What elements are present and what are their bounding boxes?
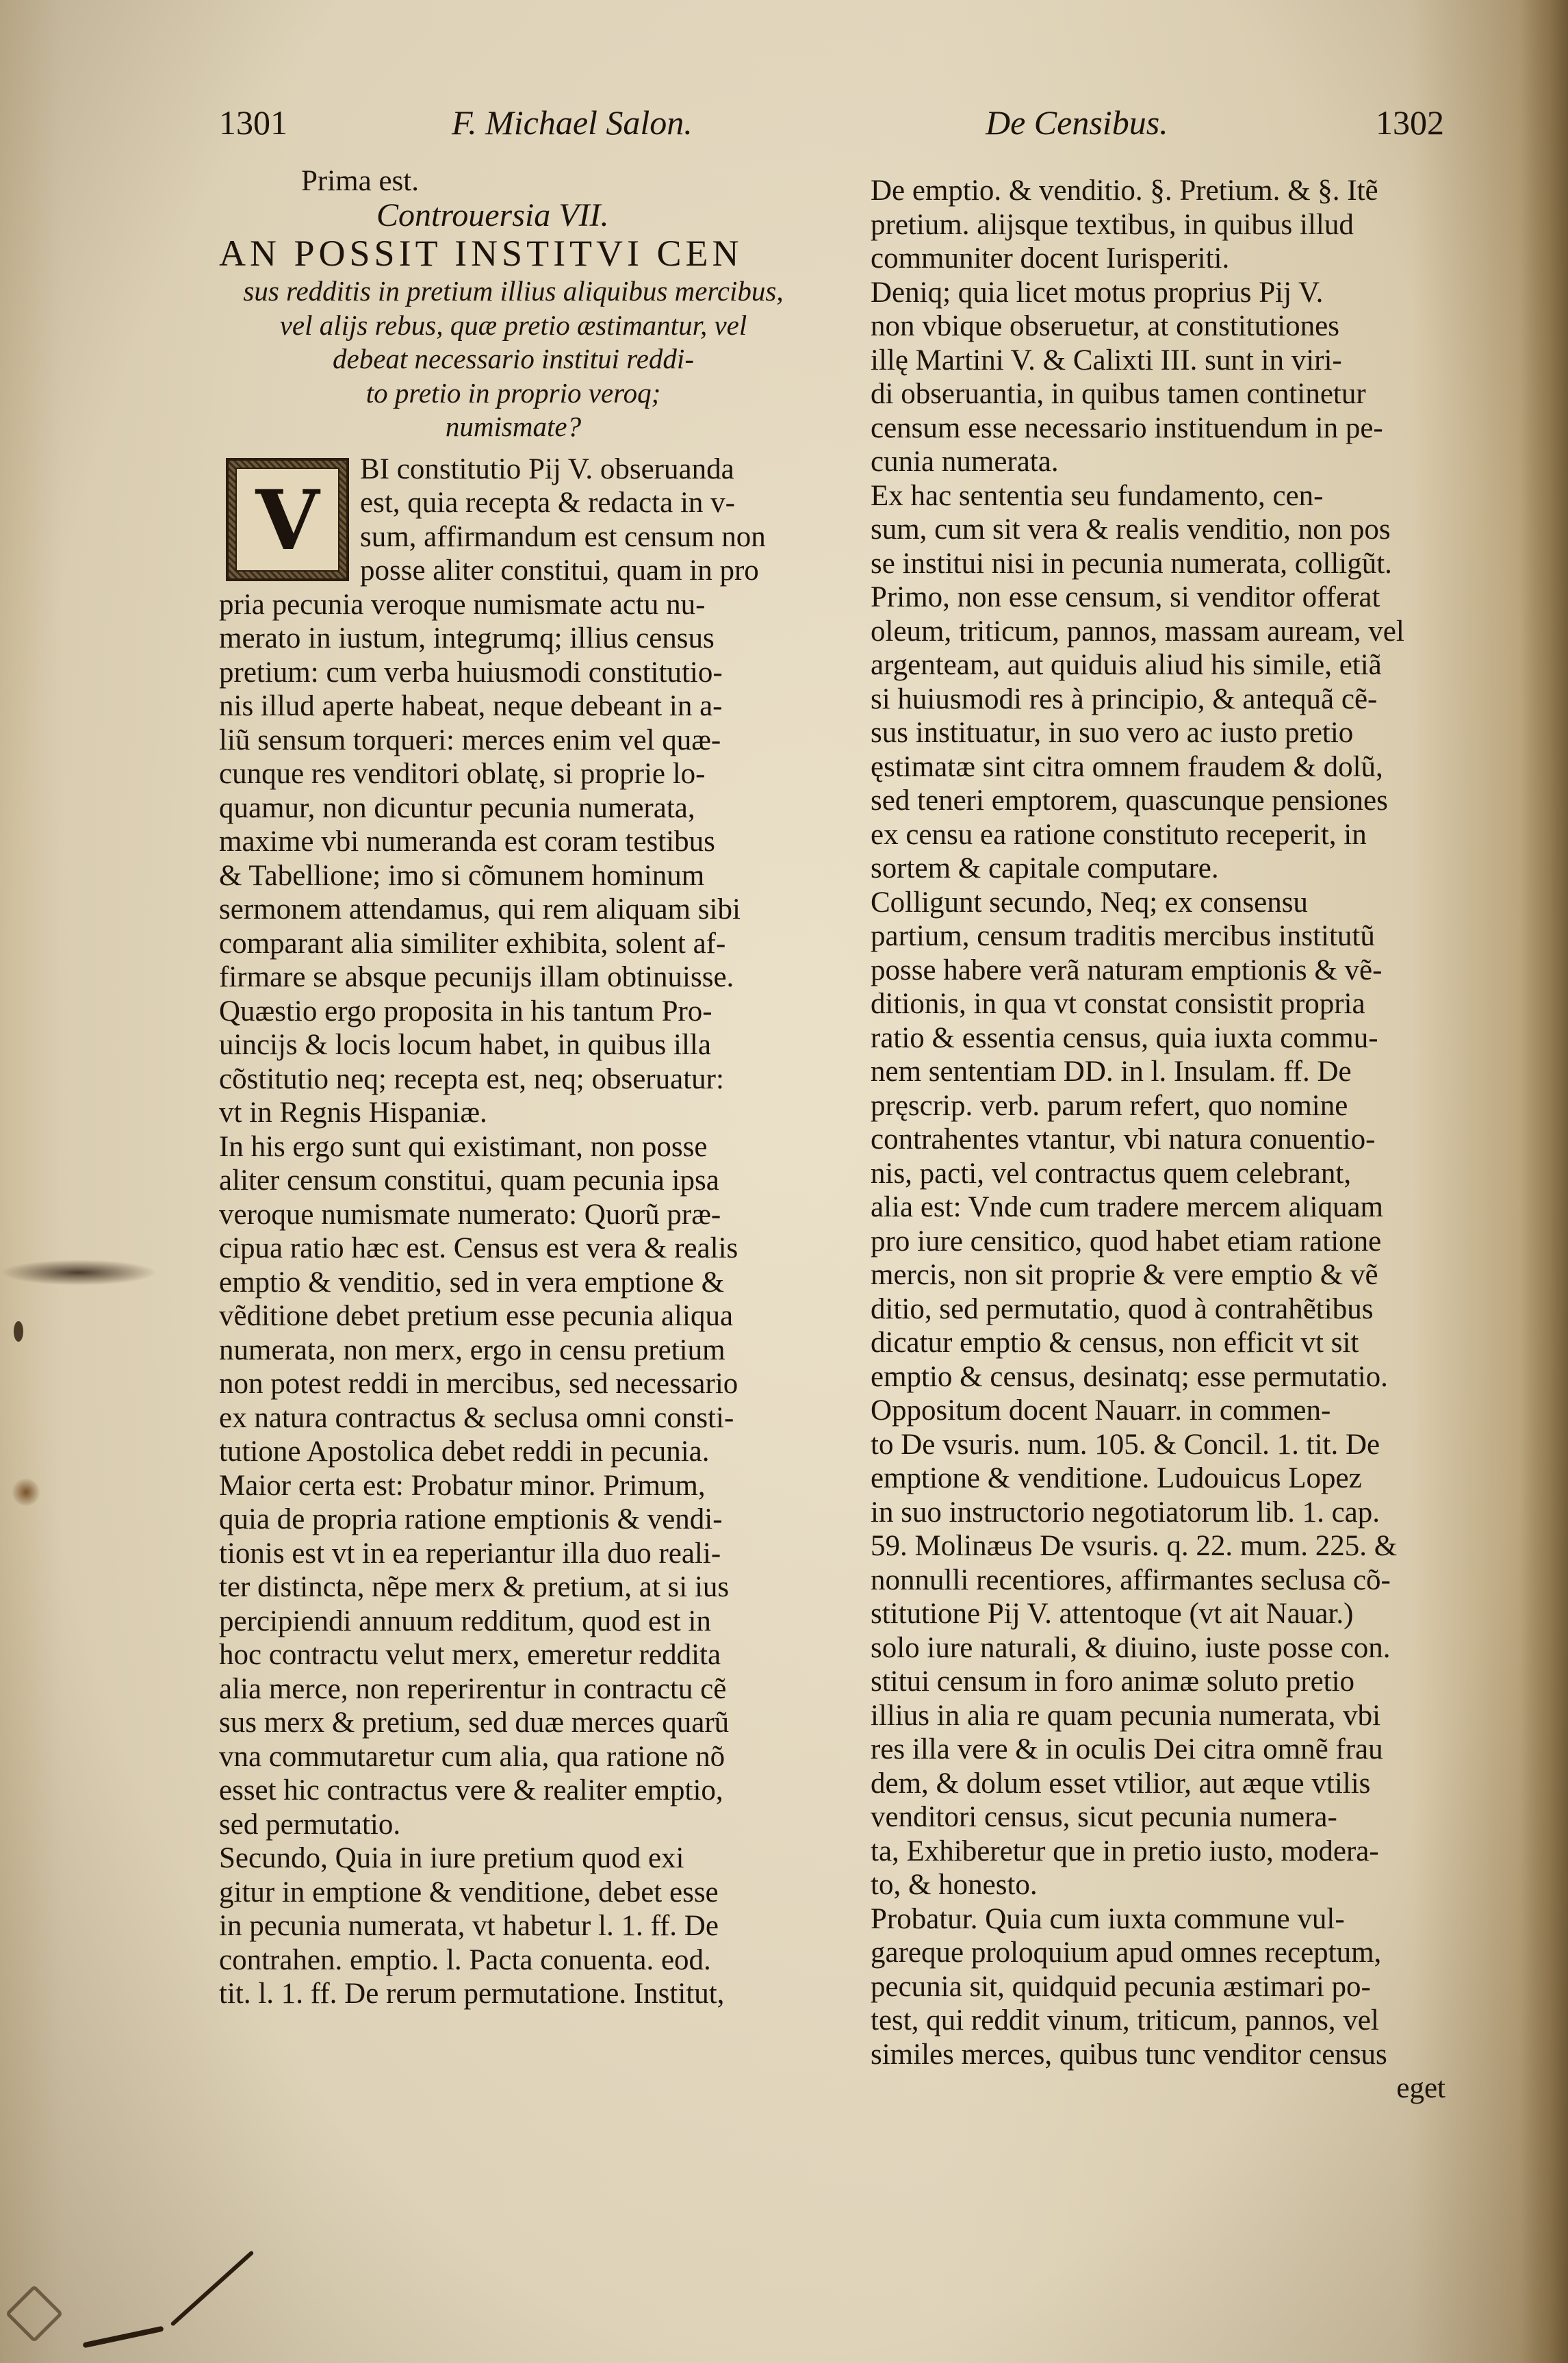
initial-letter: V: [235, 468, 339, 572]
text-line: Probatur. Quia cum iuxta commune vul-: [871, 1902, 1345, 1935]
controversia-heading: Controuersia VII.: [376, 196, 609, 233]
text-line: percipiendi annuum redditum, quod est in: [219, 1605, 711, 1637]
heading-line: numismate?: [445, 411, 582, 442]
text-line: solo iure naturali, & diuino, iuste posse con.: [871, 1631, 1391, 1664]
text-line: cõstitutio neq; recepta est, neq; obseruatur:: [219, 1062, 724, 1095]
text-line: cunque res venditori oblatę, si proprie lo-: [219, 758, 706, 790]
text-line: pecunia sit, quidquid pecunia æstimari po-: [871, 1970, 1371, 2003]
heading-line: vel alijs rebus, quæ pretio æstimantur, vel: [279, 309, 747, 341]
text-line: similes merces, quibus tunc venditor census: [871, 2038, 1387, 2071]
text-line: pręscrip. verb. parum refert, quo nomine: [871, 1089, 1348, 1122]
dropcap-paragraph: [219, 452, 808, 588]
text-line: nis, pacti, vel contractus quem celebrant,: [871, 1157, 1352, 1190]
pen-stroke: [170, 2250, 255, 2327]
text-line: comparant alia similiter exhibita, solent af-: [219, 927, 726, 960]
text-line: quamur, non dicuntur pecunia numerata,: [219, 791, 695, 824]
text-line: to, & honesto.: [871, 1869, 1038, 1901]
prima-label: Prima est.: [301, 165, 419, 197]
text-line: gitur in emptione & venditione, debet esse: [219, 1876, 719, 1908]
text-line: sus merx & pretium, sed duæ merces quarũ: [219, 1707, 730, 1739]
text-line: emptio & venditio, sed in vera emptione &: [219, 1266, 725, 1299]
text-line: alia merce, non reperirentur in contractu cẽ: [219, 1672, 727, 1705]
text-line: se institui nisi in pecunia numerata, colligũt.: [871, 547, 1392, 580]
page-edge-shadow: [1520, 0, 1568, 2363]
heading-line: sus redditis in pretium illius aliquibus mercibus,: [243, 275, 784, 307]
text-line: nis illud aperte habeat, neque debeant in a-: [219, 690, 723, 722]
text-line: pretium. alijsque textibus, in quibus illud: [871, 208, 1354, 241]
text-line: Maior certa est: Probatur minor. Primum,: [219, 1469, 706, 1502]
text-line: tit. l. 1. ff. De rerum permutatione. Institut,: [219, 1978, 725, 2010]
text-line: De emptio. & venditio. §. Pretium. & §. Itẽ: [871, 175, 1378, 207]
running-header: [219, 103, 1444, 151]
text-line: partium, censum traditis mercibus institutũ: [871, 920, 1375, 952]
text-line: oleum, triticum, pannos, massam auream, vel: [871, 615, 1404, 648]
text-line: hoc contractu velut merx, emeretur reddita: [219, 1639, 721, 1671]
text-line: dicatur emptio & census, non efficit vt sit: [871, 1327, 1359, 1359]
ink-stain: [14, 1321, 23, 1342]
text-line: illius in alia re quam pecunia numerata, vbi: [871, 1699, 1381, 1732]
left-column: [219, 164, 808, 2011]
text-line: in suo instructorio negotiatorum lib. 1. cap.: [871, 1496, 1380, 1529]
text-line: uincijs & locis locum habet, in quibus illa: [219, 1029, 711, 1061]
text-line: sum, cum sit vera & realis venditio, non pos: [871, 513, 1391, 546]
running-author: F. Michael Salon.: [452, 103, 693, 142]
text-line: Oppositum docent Nauarr. in commen-: [871, 1394, 1331, 1427]
catchword: eget: [1396, 2072, 1445, 2104]
text-line: alia est: Vnde cum tradere mercem aliquam: [871, 1191, 1383, 1223]
text-line: firmare se absque pecunijs illam obtinuisse.: [219, 961, 734, 993]
text-line: BI constitutio Pij V. obseruanda: [360, 452, 734, 485]
text-line: contrahen. emptio. l. Pacta conuenta. eod.: [219, 1943, 711, 1976]
right-body-text: [871, 174, 1445, 2071]
text-line: ditio, sed permutatio, quod à contrahẽtibus: [871, 1292, 1374, 1325]
text-line: Colligunt secundo, Neq; ex consensu: [871, 886, 1308, 919]
text-line: & Tabellione; imo si cõmunem hominum: [219, 859, 705, 892]
text-line: dem, & dolum esset vtilior, aut æque vtilis: [871, 1767, 1371, 1800]
text-line: emptione & venditione. Ludouicus Lopez: [871, 1462, 1362, 1494]
running-title: De Censibus.: [986, 103, 1168, 142]
text-line: liũ sensum torqueri: merces enim vel quæ-: [219, 724, 721, 756]
text-line: cipua ratio hæc est. Census est vera & realis: [219, 1232, 738, 1264]
text-line: esset hic contractus vere & realiter emptio,: [219, 1774, 723, 1806]
text-line: tionis est vt in ea reperiantur illa duo reali-: [219, 1537, 721, 1570]
decorated-initial: [226, 458, 349, 581]
text-line: non potest reddi in mercibus, sed necessario: [219, 1368, 738, 1400]
text-line: vna commutaretur cum alia, qua ratione nõ: [219, 1740, 725, 1773]
question-heading-italic: [219, 274, 808, 444]
text-line: Primo, non esse censum, si venditor offerat: [871, 581, 1380, 613]
text-line: nem sententiam DD. in l. Insulam. ff. De: [871, 1056, 1352, 1088]
right-column: [871, 174, 1445, 2106]
text-line: est, quia recepta & redacta in v-: [360, 487, 735, 519]
text-line: communiter docent Iurisperiti.: [871, 242, 1230, 274]
text-line: In his ergo sunt qui existimant, non posse: [219, 1130, 708, 1163]
text-line: Deniq; quia licet motus proprius Pij V.: [871, 276, 1324, 309]
text-line: Ex hac sententia seu fundamento, cen-: [871, 479, 1324, 512]
text-line: pro iure censitico, quod habet etiam ratione: [871, 1225, 1382, 1257]
text-line: vẽditione debet pretium esse pecunia aliqua: [219, 1300, 734, 1332]
text-line: 59. Molinæus De vsuris. q. 22. mum. 225. &: [871, 1530, 1398, 1562]
text-line: ratio & essentia census, quia iuxta commu-: [871, 1021, 1378, 1054]
text-line: sed teneri emptorem, quascunque pensiones: [871, 784, 1388, 817]
text-line: sed permutatio.: [219, 1808, 401, 1841]
text-line: illę Martini V. & Calixti III. sunt in viri-: [871, 344, 1342, 376]
text-line: stitutione Pij V. attentoque (vt ait Nauar.): [871, 1598, 1354, 1630]
text-line: pria pecunia veroque numismate actu nu-: [219, 588, 706, 621]
text-line: non vbique obseruetur, at constitutiones: [871, 310, 1339, 342]
text-line: Quæstio ergo proposita in his tantum Pro-: [219, 995, 712, 1027]
right-page-number: 1302: [1376, 103, 1444, 142]
text-line: sum, affirmandum est censum non: [360, 520, 766, 553]
text-line: in pecunia numerata, vt habetur l. 1. ff. De: [219, 1910, 719, 1942]
text-line: ta, Exhiberetur que in pretio iusto, modera-: [871, 1835, 1379, 1867]
text-line: tutione Apostolica debet reddi in pecunia.: [219, 1435, 710, 1468]
text-line: veroque numismate numerato: Quorũ præ-: [219, 1198, 721, 1231]
pen-stroke: [82, 2326, 164, 2349]
text-line: ex natura contractus & seclusa omni consti-: [219, 1401, 734, 1434]
text-line: venditori census, sicut pecunia numera-: [871, 1801, 1337, 1833]
text-line: sermonem attendamus, qui rem aliquam sibi: [219, 893, 741, 925]
text-line: to De vsuris. num. 105. & Concil. 1. tit. De: [871, 1428, 1380, 1461]
text-line: pretium: cum verba huiusmodi constitutio-: [219, 656, 723, 689]
text-line: di obseruantia, in quibus tamen continetur: [871, 378, 1366, 410]
text-line: ęstimatæ sint citra omnem fraudem & dolũ,: [871, 750, 1383, 783]
text-line: res illa vere & in oculis Dei citra omnẽ frau: [871, 1733, 1383, 1765]
text-line: merato in iustum, integrumq; illius census: [219, 622, 715, 654]
text-line: sortem & capitale computare.: [871, 852, 1219, 884]
ink-stain: [12, 1479, 40, 1506]
text-line: vt in Regnis Hispaniæ.: [219, 1097, 487, 1129]
text-line: Secundo, Quia in iure pretium quod exi: [219, 1842, 684, 1874]
left-body-text: [219, 588, 808, 2011]
ink-stain: [0, 1260, 157, 1286]
text-line: ex censu ea ratione constituto receperit, in: [871, 818, 1367, 851]
text-line: gareque proloquium apud omnes receptum,: [871, 1937, 1382, 1969]
text-line: stitui censum in foro animæ soluto pretio: [871, 1665, 1355, 1698]
text-line: quia de propria ratione emptionis & vendi-: [219, 1503, 723, 1535]
heading-line: to pretio in proprio veroq;: [365, 376, 661, 409]
text-line: posse habere verã naturam emptionis & vẽ-: [871, 954, 1383, 986]
left-page-number: 1301: [219, 103, 287, 142]
text-line: posse aliter constitui, quam in pro: [360, 554, 759, 587]
text-line: emptio & census, desinatq; esse permutatio.: [871, 1360, 1388, 1393]
text-line: numerata, non merx, ergo in censu pretium: [219, 1333, 725, 1366]
pen-stroke: [5, 2285, 64, 2343]
text-line: maxime vbi numeranda est coram testibus: [219, 826, 715, 858]
text-line: si huiusmodi res à principio, & antequã cẽ-: [871, 682, 1378, 715]
text-line: sus instituatur, in suo vero ac iusto pretio: [871, 717, 1354, 749]
text-line: ditionis, in qua vt constat consistit propria: [871, 988, 1365, 1020]
text-line: mercis, non sit proprie & vere emptio & vẽ: [871, 1259, 1378, 1291]
text-line: ter distincta, nẽpe merx & pretium, at si ius: [219, 1571, 730, 1603]
text-line: contrahentes vtantur, vbi natura conuentio-: [871, 1123, 1376, 1155]
text-line: nonnulli recentiores, affirmantes seclusa cõ-: [871, 1563, 1391, 1596]
text-line: censum esse necessario instituendum in pe-: [871, 411, 1383, 444]
text-line: aliter censum constitui, quam pecunia ipsa: [219, 1164, 719, 1197]
text-line: cunia numerata.: [871, 446, 1059, 478]
heading-line: debeat necessario institui reddi-: [333, 343, 694, 374]
text-line: argenteam, aut quiduis aliud his simile, etiã: [871, 649, 1382, 681]
text-line: test, qui reddit vinum, triticum, pannos, vel: [871, 2004, 1379, 2036]
question-heading-caps: AN POSSIT INSTITVI CEN: [219, 233, 743, 274]
